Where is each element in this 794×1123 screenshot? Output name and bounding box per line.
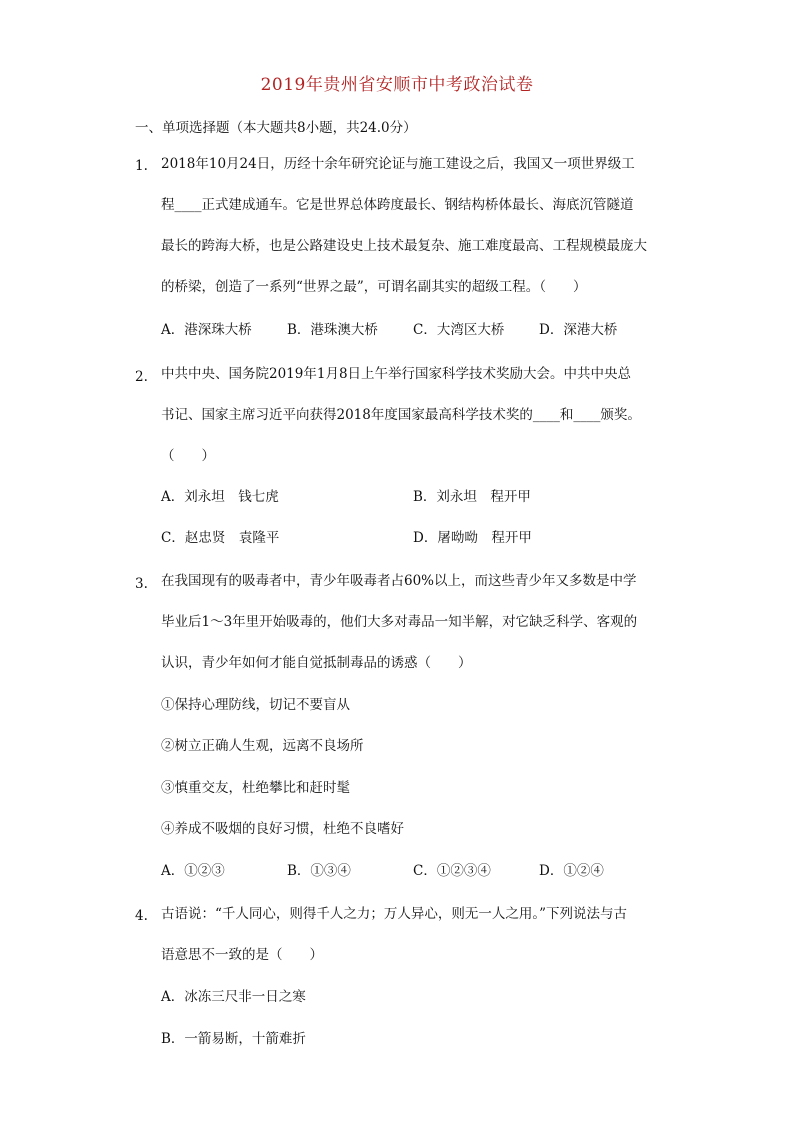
page-title: 2019年贵州省安顺市中考政治试卷 (260, 75, 534, 95)
statement-3: ③慎重交友，杜绝攀比和赶时髦 (161, 780, 350, 796)
question-line: 2018年10月24日，历经十余年研究论证与施工建设之后，我国又一项世界级工 (161, 156, 635, 172)
question-number: 4. (135, 908, 148, 924)
option-c[interactable]: C．大湾区大桥 (413, 322, 505, 338)
statement-2: ②树立正确人生观，远离不良场所 (161, 738, 364, 754)
option-b[interactable]: B．港珠澳大桥 (287, 322, 378, 338)
option-a[interactable]: A．刘永坦 钱七虎 (161, 489, 279, 505)
option-d[interactable]: D．①②④ (539, 863, 604, 879)
question-line: 毕业后1～3年里开始吸毒的，他们大多对毒品一知半解，对它缺乏科学、客观的 (161, 614, 638, 630)
statement-4: ④养成不吸烟的良好习惯，杜绝不良嗜好 (161, 821, 404, 837)
question-line: 在我国现有的吸毒者中，青少年吸毒者占60%以上，而这些青少年又多数是中学 (161, 573, 637, 589)
question-line: 中共中央、国务院2019年1月8日上午举行国家科学技术奖励大会。中共中央总 (161, 366, 632, 382)
question-number: 2. (135, 369, 148, 385)
question-line: 古语说：“千人同心，则得千人之力；万人异心，则无一人之用。”下列说法与古 (161, 906, 628, 922)
option-b[interactable]: B．一箭易断，十箭难折 (161, 1031, 306, 1047)
option-a[interactable]: A．港深珠大桥 (161, 322, 252, 338)
statement-1: ①保持心理防线，切记不要盲从 (161, 697, 350, 713)
option-d[interactable]: D．屠呦呦 程开甲 (413, 530, 532, 546)
question-line: 书记、国家主席习近平向获得2018年度国家最高科学技术奖的____和____颁奖。 (161, 407, 641, 423)
question-number: 3. (135, 576, 148, 592)
question-line: 最长的跨海大桥，也是公路建设史上技术最复杂、施工难度最高、工程规模最庞大 (161, 238, 647, 254)
option-b[interactable]: B．①③④ (287, 863, 351, 879)
option-d[interactable]: D．深港大桥 (539, 322, 618, 338)
option-a[interactable]: A．冰冻三尺非一日之寒 (161, 989, 306, 1005)
option-c[interactable]: C．①②③④ (413, 863, 491, 879)
question-line: 认识，青少年如何才能自觉抵制毒品的诱惑（ ） (161, 655, 472, 671)
option-b[interactable]: B．刘永坦 程开甲 (413, 489, 531, 505)
question-line: 的桥梁，创造了一系列“世界之最”，可谓名副其实的超级工程。（ ） (161, 279, 587, 295)
option-c[interactable]: C．赵忠贤 袁隆平 (161, 530, 280, 546)
option-a[interactable]: A．①②③ (161, 863, 225, 879)
question-line: 程____正式建成通车。它是世界总体跨度最长、钢结构桥体最长、海底沉管隧道 (161, 197, 634, 213)
question-line: 语意思不一致的是（ ） (161, 947, 323, 963)
question-line: （ ） (161, 448, 215, 464)
question-number: 1. (135, 158, 148, 174)
section-heading: 一、单项选择题（本大题共8小题，共24.0分） (135, 120, 417, 136)
